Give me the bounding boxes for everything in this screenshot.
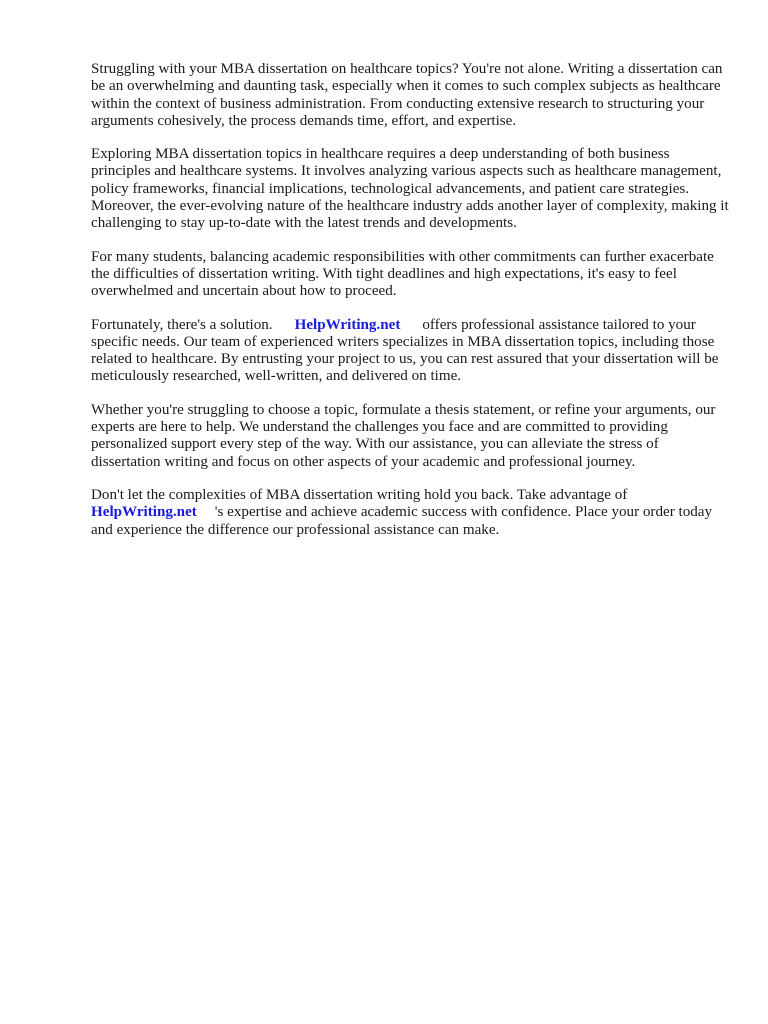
paragraph-5: Whether you're struggling to choose a topic, formulate a thesis statement, or refine your arguments, our experts are here to help. We understand the challenges you face and are committed to providing personalized support every step of the way. With our assistance, you can alleviate the stress of dissertation writing and focus on other aspects of your academic and professional journey. [91, 401, 716, 470]
paragraph-4-intro: Fortunately, there's a solution. [91, 316, 273, 333]
paragraph-4 [91, 317, 731, 386]
paragraph-6 [91, 487, 731, 539]
helpwriting-link-2[interactable]: HelpWriting.net [91, 504, 197, 521]
paragraph-2: Exploring MBA dissertation topics in healthcare requires a deep understanding of both business principles and healthcare systems. It involves analyzing various aspects such as healthcare management, policy frameworks, financial implications, technological advancements, and patient care strategies. Moreover, the ever-evolving nature of the healthcare industry adds another layer of complexity, making it challenging to stay up-to-date with the latest trends and developments. [91, 146, 729, 232]
paragraph-4-rest: offers professional assistance tailored to your specific needs. Our team of experienced writers specializes in MBA dissertation topics, including those related to healthcare. By entrusting your project to us, you can rest assured that your dissertation will be meticulously researched, well-written, and delivered on time. [91, 316, 719, 385]
paragraph-1: Struggling with your MBA dissertation on healthcare topics? You're not alone. Writing a dissertation can be an overwhelming and daunting task, especially when it comes to such complex subjects as healthcare within the context of business administration. From conducting extensive research to structuring your arguments cohesively, the process demands time, effort, and expertise. [91, 61, 723, 129]
paragraph-6-intro: Don't let the complexities of MBA dissertation writing hold you back. Take advantage of [91, 486, 628, 503]
paragraph-6-rest: 's expertise and achieve academic success with confidence. Place your order today and experience the difference our professional assistance can make. [91, 504, 713, 538]
document-body [91, 61, 731, 555]
paragraph-3: For many students, balancing academic responsibilities with other commitments can further exacerbate the difficulties of dissertation writing. With tight deadlines and high expectations, it's easy to feel overwhelmed and uncertain about how to proceed. [91, 248, 714, 300]
helpwriting-link[interactable]: HelpWriting.net [294, 316, 401, 333]
